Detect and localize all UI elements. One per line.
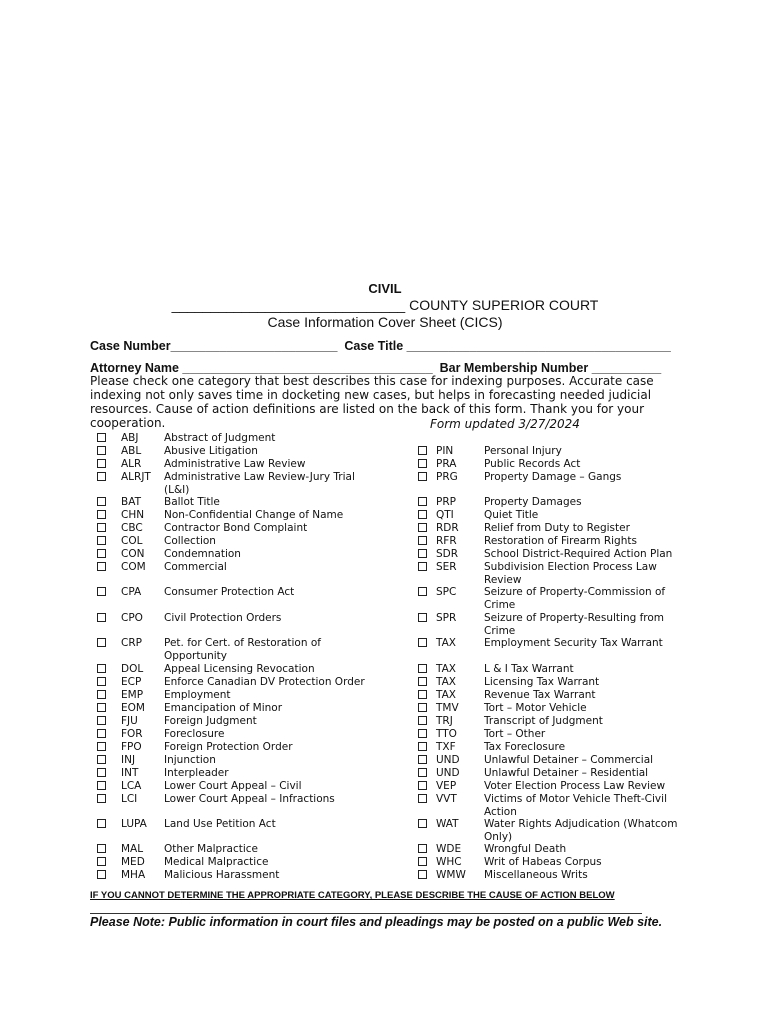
category-description: Property Damage – Gangs xyxy=(484,471,622,483)
category-code: LUPA xyxy=(121,818,147,830)
category-code: TAX xyxy=(436,689,456,701)
category-code: EOM xyxy=(121,702,145,714)
category-code: TAX xyxy=(436,676,456,688)
category-checkbox[interactable] xyxy=(418,768,427,777)
category-checkbox[interactable] xyxy=(418,536,427,545)
category-checkbox[interactable] xyxy=(418,716,427,725)
category-checkbox[interactable] xyxy=(418,690,427,699)
category-code: ABJ xyxy=(121,432,139,444)
category-code: FPO xyxy=(121,741,142,753)
category-code: ALRJT xyxy=(121,471,151,483)
category-code: VVT xyxy=(436,793,457,805)
category-description: Property Damages xyxy=(484,496,582,508)
category-code: WAT xyxy=(436,818,459,830)
category-code: UND xyxy=(436,754,460,766)
category-checkbox[interactable] xyxy=(97,716,106,725)
category-checkbox[interactable] xyxy=(97,613,106,622)
category-checkbox[interactable] xyxy=(418,472,427,481)
category-description: Wrongful Death xyxy=(484,843,567,855)
category-description: Enforce Canadian DV Protection Order xyxy=(164,676,365,688)
category-checkbox[interactable] xyxy=(97,549,106,558)
form-updated-date: Form updated 3/27/2024 xyxy=(430,417,580,431)
category-code: SPC xyxy=(436,586,457,598)
category-description: Foreclosure xyxy=(164,728,225,740)
category-description: Licensing Tax Warrant xyxy=(484,676,600,688)
undetermined-category-note: IF YOU CANNOT DETERMINE THE APPROPRIATE CATEGORY, PLEASE DESCRIBE THE CAUSE OF ACTION BELOW xyxy=(90,890,615,901)
category-checkbox[interactable] xyxy=(97,446,106,455)
category-checkbox[interactable] xyxy=(97,729,106,738)
category-description: Administrative Law Review xyxy=(164,458,306,470)
category-checkbox[interactable] xyxy=(97,870,106,879)
category-description: Foreign Judgment xyxy=(164,715,257,727)
category-description: Pet. for Cert. of Restoration of Opportunity xyxy=(164,637,321,662)
case-number-title-field[interactable]: Case Number________________________ Case Title ______________________________________ xyxy=(90,339,671,353)
category-code: PIN xyxy=(436,445,454,457)
category-description: Voter Election Process Law Review xyxy=(484,780,666,792)
category-description: Transcript of Judgment xyxy=(484,715,603,727)
category-code: TAX xyxy=(436,637,456,649)
category-code: FOR xyxy=(121,728,143,740)
category-code: INT xyxy=(121,767,139,779)
category-description: Condemnation xyxy=(164,548,241,560)
category-code: MHA xyxy=(121,869,146,881)
category-checkbox[interactable] xyxy=(418,549,427,558)
category-code: CBC xyxy=(121,522,143,534)
category-description: Lower Court Appeal – Civil xyxy=(164,780,302,792)
category-checkbox[interactable] xyxy=(418,729,427,738)
category-checkbox[interactable] xyxy=(97,536,106,545)
category-code: INJ xyxy=(121,754,136,766)
category-code: LCA xyxy=(121,780,142,792)
category-code: WMW xyxy=(436,869,466,881)
category-code: CHN xyxy=(121,509,145,521)
category-description: L & I Tax Warrant xyxy=(484,663,574,675)
category-checkbox[interactable] xyxy=(418,819,427,828)
category-code: SPR xyxy=(436,612,457,624)
category-description: Seizure of Property-Commission of Crime xyxy=(484,586,666,611)
category-code: TMV xyxy=(436,702,459,714)
category-description: Employment Security Tax Warrant xyxy=(484,637,663,649)
category-checkbox[interactable] xyxy=(418,794,427,803)
category-description: Tort – Motor Vehicle xyxy=(484,702,587,714)
category-checkbox[interactable] xyxy=(97,703,106,712)
category-description: Medical Malpractice xyxy=(164,856,269,868)
category-checkbox[interactable] xyxy=(418,497,427,506)
category-checkbox[interactable] xyxy=(97,857,106,866)
category-description: Unlawful Detainer – Residential xyxy=(484,767,649,779)
category-checkbox[interactable] xyxy=(418,857,427,866)
category-description: Other Malpractice xyxy=(164,843,259,855)
category-description: Non-Confidential Change of Name xyxy=(164,509,344,521)
category-description: Ballot Title xyxy=(164,496,220,508)
category-code: QTI xyxy=(436,509,454,521)
category-checkbox[interactable] xyxy=(97,819,106,828)
category-checkbox[interactable] xyxy=(418,562,427,571)
category-checkbox[interactable] xyxy=(418,742,427,751)
category-checkbox[interactable] xyxy=(97,638,106,647)
category-description: Abusive Litigation xyxy=(164,445,258,457)
category-code: FJU xyxy=(121,715,138,727)
category-code: CON xyxy=(121,548,145,560)
category-checkbox[interactable] xyxy=(97,497,106,506)
category-checkbox[interactable] xyxy=(97,433,106,442)
category-description: Miscellaneous Writs xyxy=(484,869,588,881)
category-checkbox[interactable] xyxy=(97,742,106,751)
category-checkbox[interactable] xyxy=(97,523,106,532)
category-code: TAX xyxy=(436,663,456,675)
category-code: BAT xyxy=(121,496,141,508)
category-description: Public Records Act xyxy=(484,458,581,470)
category-code: ALR xyxy=(121,458,142,470)
category-description: Unlawful Detainer – Commercial xyxy=(484,754,654,766)
category-code: CPA xyxy=(121,586,142,598)
category-description: Restoration of Firearm Rights xyxy=(484,535,637,547)
category-description: Foreign Protection Order xyxy=(164,741,293,753)
category-checkbox[interactable] xyxy=(97,677,106,686)
category-code: SER xyxy=(436,561,457,573)
attorney-bar-number-field[interactable]: Attorney Name ____________________________________ Bar Membership Number __________ xyxy=(90,361,662,375)
category-description: Employment xyxy=(164,689,231,701)
category-code: ABL xyxy=(121,445,142,457)
category-code: RFR xyxy=(436,535,457,547)
category-code: PRA xyxy=(436,458,457,470)
category-code: LCI xyxy=(121,793,138,805)
category-checkbox[interactable] xyxy=(418,677,427,686)
category-checkbox[interactable] xyxy=(418,870,427,879)
category-checkbox[interactable] xyxy=(418,459,427,468)
category-description: Revenue Tax Warrant xyxy=(484,689,596,701)
category-code: SDR xyxy=(436,548,459,560)
category-checkbox[interactable] xyxy=(97,794,106,803)
category-description: Emancipation of Minor xyxy=(164,702,283,714)
category-description: Relief from Duty to Register xyxy=(484,522,630,534)
form-title: CIVIL xyxy=(368,281,402,296)
category-description: Appeal Licensing Revocation xyxy=(164,663,315,675)
category-code: TRJ xyxy=(436,715,453,727)
category-checkbox[interactable] xyxy=(97,562,106,571)
category-description: Land Use Petition Act xyxy=(164,818,276,830)
category-code: RDR xyxy=(436,522,459,534)
category-checkbox[interactable] xyxy=(97,755,106,764)
category-description: Collection xyxy=(164,535,216,547)
category-code: TTO xyxy=(436,728,457,740)
category-description: Abstract of Judgment xyxy=(164,432,276,444)
category-checkbox[interactable] xyxy=(418,613,427,622)
category-code: MAL xyxy=(121,843,144,855)
category-checkbox[interactable] xyxy=(97,472,106,481)
category-code: PRG xyxy=(436,471,458,483)
category-checkbox[interactable] xyxy=(97,587,106,596)
category-description: Quiet Title xyxy=(484,509,539,521)
public-information-note: Please Note: Public information in court files and pleadings may be posted on a public Web site. xyxy=(90,915,663,929)
category-checkbox[interactable] xyxy=(97,768,106,777)
category-code: COL xyxy=(121,535,143,547)
category-description: Contractor Bond Complaint xyxy=(164,522,308,534)
category-checkbox[interactable] xyxy=(418,844,427,853)
form-subtitle: Case Information Cover Sheet (CICS) xyxy=(267,314,503,330)
category-code: WDE xyxy=(436,843,462,855)
category-checkbox[interactable] xyxy=(97,664,106,673)
category-code: TXF xyxy=(436,741,456,753)
category-code: WHC xyxy=(436,856,462,868)
category-code: CRP xyxy=(121,637,142,649)
category-checkbox[interactable] xyxy=(418,664,427,673)
category-description: Victims of Motor Vehicle Theft-Civil Action xyxy=(484,793,667,818)
category-checkbox[interactable] xyxy=(418,587,427,596)
category-code: VEP xyxy=(436,780,457,792)
category-description: Tax Foreclosure xyxy=(484,741,566,753)
category-checkbox[interactable] xyxy=(418,755,427,764)
category-description: Writ of Habeas Corpus xyxy=(484,856,602,868)
category-description: Lower Court Appeal – Infractions xyxy=(164,793,335,805)
instructions-text: Please check one category that best describes this case for indexing purposes. Accurate case indexing not only saves time in docketing new cases, but helps in forecasting needed judicial resources. Cause of action definitions are listed on the back of this form. Thank you for your cooperation. xyxy=(90,374,654,430)
category-description: Water Rights Adjudication (Whatcom Only) xyxy=(484,818,678,843)
category-code: UND xyxy=(436,767,460,779)
category-checkbox[interactable] xyxy=(418,446,427,455)
category-code: PRP xyxy=(436,496,456,508)
county-court-line: ______________________________ COUNTY SUPERIOR COURT xyxy=(171,297,599,313)
category-checkbox[interactable] xyxy=(418,703,427,712)
category-code: COM xyxy=(121,561,146,573)
category-description: Personal Injury xyxy=(484,445,562,457)
category-checkbox[interactable] xyxy=(418,638,427,647)
cause-of-action-line[interactable] xyxy=(90,913,642,914)
category-description: Interpleader xyxy=(164,767,229,779)
category-description: Tort – Other xyxy=(484,728,546,740)
category-description: Malicious Harassment xyxy=(164,869,280,881)
category-code: ECP xyxy=(121,676,142,688)
category-description: Commercial xyxy=(164,561,227,573)
category-code: DOL xyxy=(121,663,144,675)
category-checkbox[interactable] xyxy=(97,781,106,790)
category-checkbox[interactable] xyxy=(97,459,106,468)
category-checkbox[interactable] xyxy=(97,844,106,853)
category-checkbox[interactable] xyxy=(97,690,106,699)
category-checkbox[interactable] xyxy=(97,510,106,519)
category-checkbox[interactable] xyxy=(418,781,427,790)
category-checkbox[interactable] xyxy=(418,523,427,532)
category-code: CPO xyxy=(121,612,143,624)
category-description: Civil Protection Orders xyxy=(164,612,282,624)
category-description: Administrative Law Review-Jury Trial (L&I) xyxy=(164,471,355,496)
category-description: Consumer Protection Act xyxy=(164,586,295,598)
category-description: Injunction xyxy=(164,754,216,766)
category-description: Subdivision Election Process Law Review xyxy=(484,561,657,586)
category-description: Seizure of Property-Resulting from Crime xyxy=(484,612,665,637)
category-description: School District-Required Action Plan xyxy=(484,548,673,560)
category-checkbox[interactable] xyxy=(418,510,427,519)
category-code: MED xyxy=(121,856,145,868)
category-code: EMP xyxy=(121,689,144,701)
